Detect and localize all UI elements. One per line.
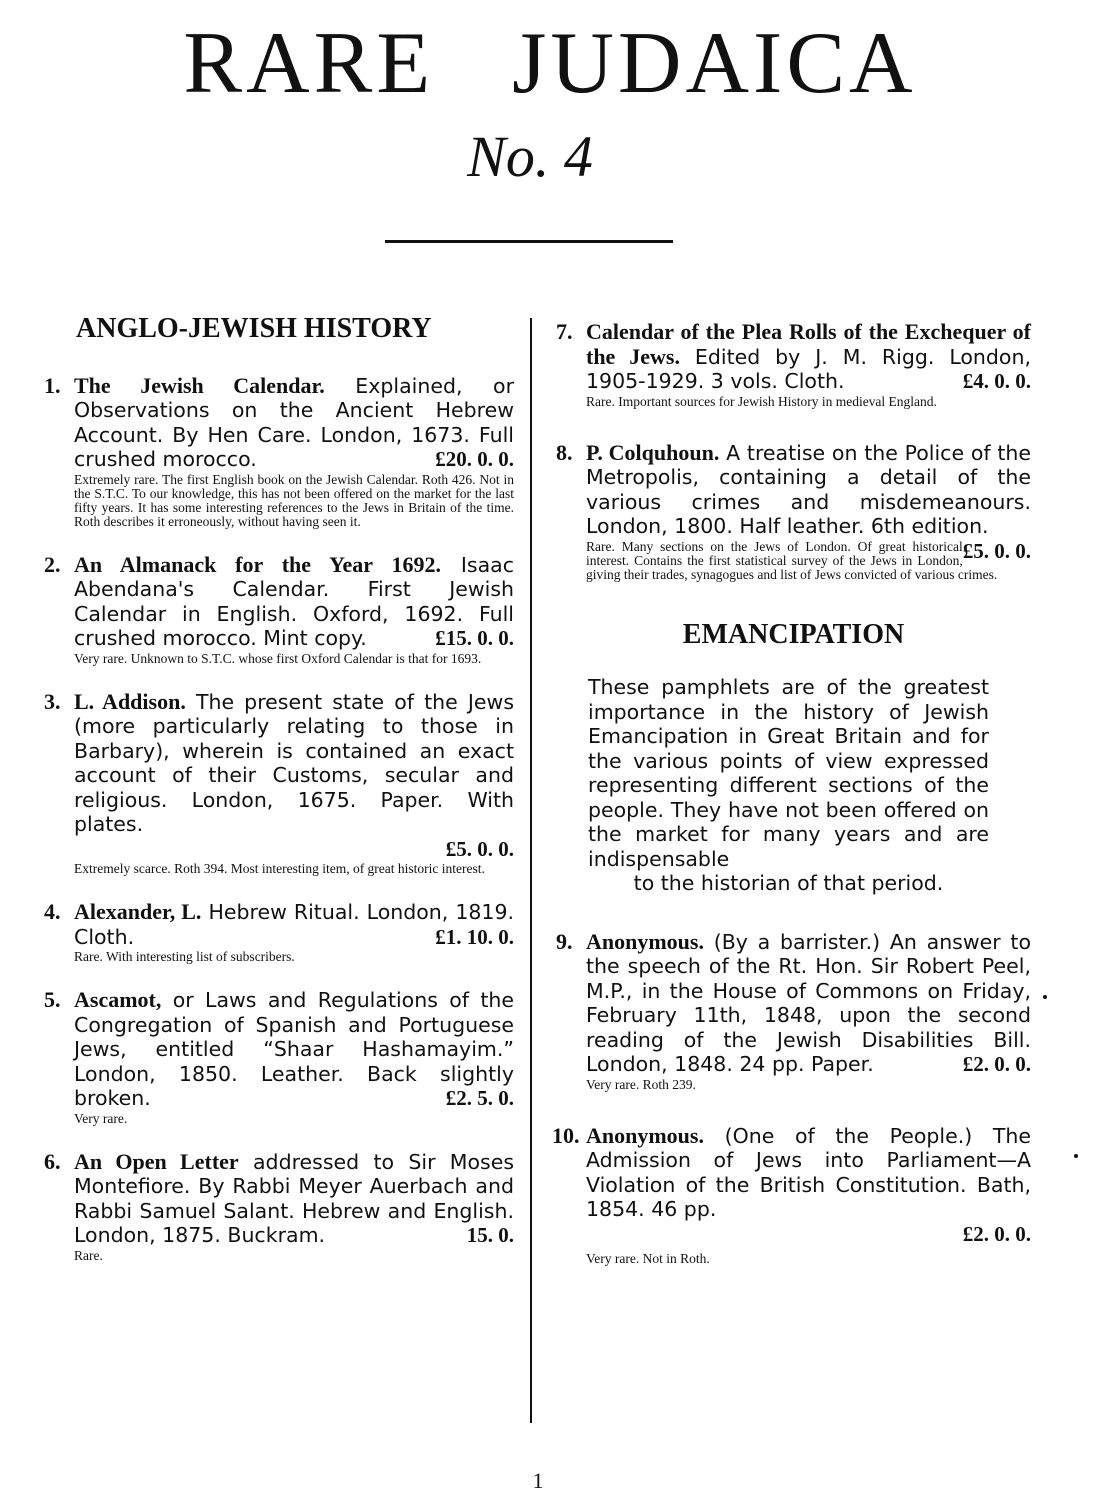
- entry-note: Very rare. Roth 239.: [586, 1076, 696, 1092]
- title-divider: [385, 240, 673, 243]
- entry-number: 7.: [556, 319, 573, 344]
- entry-title: Anonymous.: [586, 928, 704, 954]
- entry-price: 15. 0.: [466, 1223, 514, 1248]
- entry-number: 10.: [552, 1122, 580, 1148]
- entry-note: Rare. With interesting list of subscribers.: [74, 949, 295, 965]
- left-column: [44, 310, 514, 1287]
- entry-title: An Almanack for the Year 1692.: [74, 551, 441, 577]
- intro-text: These pamphlets are of the greatest importance in the history of Jewish Emancipation in Great Britain and for the various points of view expressed representing different sections of the people. They have not been offered on the market for many years and are indispensable: [588, 675, 989, 871]
- catalogue-entry-7: [556, 320, 1031, 409]
- entry-body: [44, 988, 514, 1111]
- entry-text: Hebrew Ritual. London, 1819. Cloth.: [74, 900, 515, 949]
- catalogue-entry-5: [44, 988, 514, 1126]
- page-number: 1: [532, 1468, 544, 1493]
- entry-note: Very rare.: [74, 1110, 128, 1126]
- catalogue-entry-1: [44, 374, 514, 529]
- page-title: RARE JUDAICA: [183, 15, 917, 112]
- entry-note: Rare.: [74, 1247, 103, 1263]
- entry-title: The Jewish Calendar.: [74, 372, 325, 398]
- entry-text: A treatise on the Police of the Metropolis, containing a detail of the various crimes and misdemeanours. London, 1800. Half leather. 6th edition.: [586, 440, 1031, 538]
- entry-body: [44, 553, 514, 651]
- entry-note: Very rare. Not in Roth.: [586, 1251, 710, 1267]
- entry-number: 1.: [44, 372, 61, 398]
- entry-number: 2.: [44, 551, 61, 577]
- entry-title: Ascamot,: [74, 987, 162, 1013]
- entry-text: The present state of the Jews (more particularly relating to those in Barbary), wherein is contained an exact account of their Customs, secular and religious. London, 1675. Paper. With plates.: [74, 689, 514, 837]
- catalogue-entry-4: [44, 900, 514, 964]
- entry-price: £1. 10. 0.: [435, 924, 514, 949]
- entry-body: [556, 930, 1031, 1077]
- intro-text-end: to the historian of that period.: [633, 871, 944, 896]
- entry-note: Extremely scarce. Roth 394. Most interesting item, of great historic interest.: [74, 861, 485, 877]
- entry-text: or Laws and Regulations of the Congregation of Spanish and Portuguese Jews, entitled “Shaar Hashamayim.” London, 1850. Leather. Back slightly broken.: [74, 988, 514, 1111]
- entry-text: Explained, or Observations on the Ancient Hebrew Account. By Hen Care. London, 1673. Full crushed morocco.: [74, 373, 514, 472]
- entry-body: [556, 1124, 1031, 1247]
- entry-body: [44, 690, 514, 862]
- entry-title: An Open Letter: [74, 1148, 239, 1174]
- entry-price: £4. 0. 0.: [962, 369, 1031, 393]
- entry-body: [44, 374, 514, 472]
- entry-body: [44, 900, 514, 949]
- entry-title: Anonymous.: [586, 1122, 704, 1148]
- entry-body: [556, 320, 1031, 394]
- entry-number: 4.: [44, 899, 61, 925]
- entry-title: P. Colquhoun.: [586, 439, 720, 465]
- entry-body: [44, 1150, 514, 1248]
- print-speck: [1074, 1154, 1078, 1158]
- entry-text: (One of the People.) The Admission of Jews into Parliament—A Violation of the British Constitution. Bath, 1854. 46 pp.: [586, 1123, 1031, 1222]
- entry-text: (By a barrister.) An answer to the speech of the Rt. Hon. Sir Robert Peel, M.P., in the House of Commons on Friday, February 11th, 1848, upon the second reading of the Jewish Disabilities Bill. London, 1848. 24 pp. Paper.: [586, 929, 1031, 1077]
- entry-number: 6.: [44, 1148, 61, 1174]
- entry-text: Edited by J. M. Rigg. London, 1905-1929. 3 vols. Cloth.: [586, 344, 1031, 393]
- catalogue-number: No. 4: [467, 124, 593, 189]
- entry-price: £2. 0. 0.: [962, 1052, 1031, 1077]
- entry-price: £5. 0. 0.: [445, 836, 514, 861]
- catalogue-entry-9: [556, 930, 1031, 1092]
- entry-number: 3.: [44, 688, 61, 714]
- entry-number: 8.: [556, 439, 573, 465]
- entry-price: £2. 5. 0.: [445, 1086, 514, 1111]
- entry-title: L. Addison.: [74, 688, 186, 714]
- catalogue-entry-8: [556, 441, 1031, 582]
- section-intro: [556, 675, 1031, 896]
- catalogue-entry-2: [44, 553, 514, 666]
- entry-text: addressed to Sir Moses Montefiore. By Rabbi Meyer Auerbach and Rabbi Samuel Salant. Hebrew and English. London, 1875. Buckram.: [74, 1149, 515, 1248]
- entry-note: Extremely rare. The first English book on the Jewish Calendar. Roth 426. Not in the S.T.C. To our knowledge, this has not been offered on the market for the last fifty years. It has some interesting references to the Jews in Britain of the time. Roth describes it erroneously, without having seen it.: [74, 471, 514, 529]
- entry-number: 9.: [556, 928, 573, 954]
- entry-note: Rare. Many sections on the Jews of London. Of great historical interest. Contains the first statistical survey of the Jews in London, giving their trades, synagogues and list of Jews convicted of various crimes.: [586, 538, 998, 582]
- entry-note: Rare. Important sources for Jewish History in medieval England.: [586, 393, 937, 409]
- entry-price: £2. 0. 0.: [962, 1221, 1031, 1246]
- column-divider: [530, 318, 532, 1423]
- entry-title: Alexander, L.: [74, 899, 202, 925]
- entry-price: £5. 0. 0.: [962, 538, 1031, 563]
- catalogue-entry-10: [552, 1122, 1031, 1267]
- entry-number: 5.: [44, 987, 61, 1013]
- print-speck: [1043, 995, 1047, 999]
- entry-note: Very rare. Unknown to S.T.C. whose first Oxford Calendar is that for 1693.: [74, 650, 482, 666]
- right-column: [552, 310, 1031, 1290]
- entry-title: Calendar of the Plea Rolls of the Exchequer of the Jews.: [586, 319, 1031, 369]
- catalogue-entry-6: [44, 1150, 514, 1263]
- entry-price: £15. 0. 0.: [435, 626, 514, 651]
- entry-price: £20. 0. 0.: [435, 447, 514, 472]
- section-heading-anglo-jewish-history: ANGLO-JEWISH HISTORY: [76, 313, 432, 344]
- entry-text: Isaac Abendana's Calendar. First Jewish Calendar in English. Oxford, 1692. Full crushed morocco. Mint copy.: [74, 552, 514, 651]
- catalogue-entry-3: [44, 690, 514, 877]
- section-heading-emancipation: EMANCIPATION: [682, 618, 905, 650]
